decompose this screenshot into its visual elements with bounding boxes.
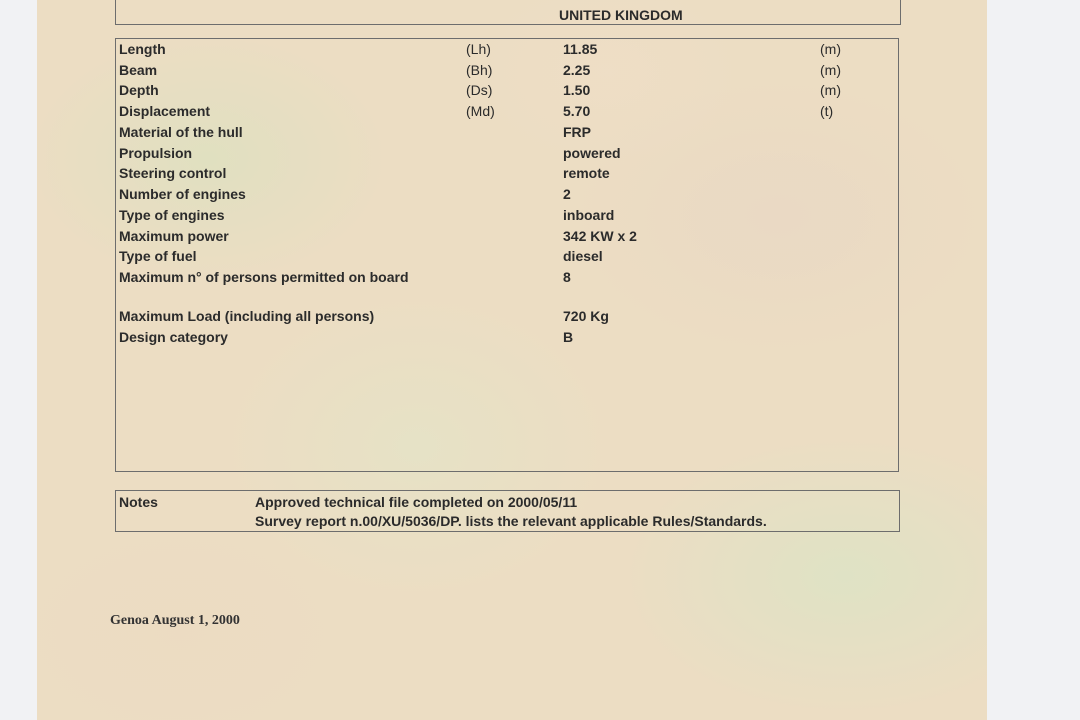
spec-label: Beam (119, 62, 158, 78)
spec-label: Design category (119, 329, 228, 345)
spec-row-length (116, 39, 898, 59)
spec-row-max-persons (116, 267, 898, 287)
spec-value: inboard (563, 207, 615, 223)
spec-value: 5.70 (563, 103, 591, 119)
spec-unit: (t) (820, 103, 834, 119)
spec-label: Number of engines (119, 186, 246, 202)
spec-row-engine-count (116, 184, 898, 204)
spec-label: Material of the hull (119, 124, 243, 140)
spec-symbol: (Md) (466, 103, 495, 119)
spec-row-beam (116, 60, 898, 80)
spec-row-engine-type (116, 205, 898, 225)
place-date-signature: Genoa August 1, 2000 (110, 613, 240, 628)
right-margin (987, 0, 1080, 720)
address-box (115, 0, 901, 25)
spec-label: Maximum n° of persons permitted on board (119, 269, 409, 285)
spec-row-hull-material (116, 122, 898, 142)
spec-label: Maximum power (119, 228, 229, 244)
spec-symbol: (Lh) (466, 41, 491, 57)
spec-value: 2.25 (563, 62, 591, 78)
spec-label: Propulsion (119, 145, 193, 161)
spec-value: remote (563, 165, 610, 181)
spec-row-displacement (116, 101, 898, 121)
spec-value: FRP (563, 124, 591, 140)
spec-value: 720 Kg (563, 308, 609, 324)
spec-row-steering (116, 163, 898, 183)
spec-row-depth (116, 80, 898, 100)
spec-unit: (m) (820, 82, 841, 98)
left-margin (0, 0, 37, 720)
spec-row-design-category (116, 327, 898, 347)
notes-line-survey: Survey report n.00/XU/5036/DP. lists the relevant applicable Rules/Standards. (255, 513, 767, 529)
spec-label: Steering control (119, 165, 227, 181)
spec-value: 1.50 (563, 82, 591, 98)
specifications-table (115, 38, 899, 472)
spec-symbol: (Bh) (466, 62, 493, 78)
spec-symbol: (Ds) (466, 82, 493, 98)
spec-row-max-power (116, 226, 898, 246)
spec-label: Maximum Load (including all persons) (119, 308, 375, 324)
spec-label: Type of fuel (119, 248, 197, 264)
spec-label: Displacement (119, 103, 211, 119)
spec-value: B (563, 329, 574, 345)
spec-value: 2 (563, 186, 571, 202)
spec-value: 8 (563, 269, 571, 285)
spec-label: Depth (119, 82, 159, 98)
spec-label: Length (119, 41, 166, 57)
notes-line-approval: Approved technical file completed on 2000/05/11 (255, 494, 578, 510)
notes-box (115, 490, 900, 532)
spec-label: Type of engines (119, 207, 225, 223)
country-text: UNITED KINGDOM (559, 7, 683, 23)
spec-value: diesel (563, 248, 603, 264)
spec-value: 342 KW x 2 (563, 228, 637, 244)
notes-label: Notes (119, 494, 158, 510)
spec-row-fuel-type (116, 246, 898, 266)
spec-unit: (m) (820, 62, 841, 78)
spec-row-max-load (116, 306, 898, 326)
spec-value: powered (563, 145, 621, 161)
spec-value: 11.85 (563, 41, 598, 57)
spec-row-propulsion (116, 143, 898, 163)
spec-unit: (m) (820, 41, 841, 57)
